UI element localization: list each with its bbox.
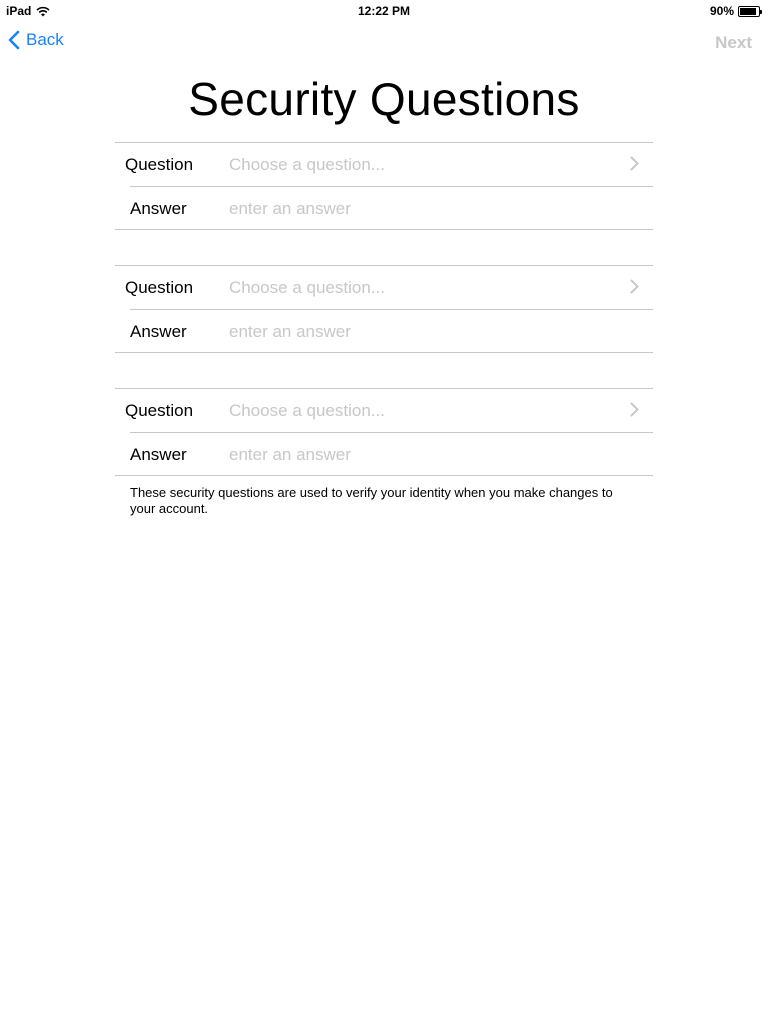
back-button[interactable]	[8, 30, 64, 50]
question-select[interactable]: Choose a question...	[229, 154, 385, 174]
answer-input[interactable]: enter an answer	[229, 198, 351, 218]
answer-input[interactable]: enter an answer	[229, 321, 351, 341]
chevron-right-icon	[630, 156, 639, 171]
page-title: Security Questions	[188, 73, 580, 125]
chevron-right-icon	[630, 402, 639, 417]
answer-input[interactable]: enter an answer	[229, 444, 351, 464]
battery-percent: 90%	[709, 4, 734, 18]
chevron-right-icon	[630, 279, 639, 294]
answer-label: Answer	[130, 444, 187, 464]
battery-icon	[738, 6, 762, 17]
footer-note: These security questions are used to verify your identity when you make changes to your account.	[130, 485, 613, 516]
answer-row-3[interactable]	[115, 433, 653, 476]
answer-row-1[interactable]	[115, 187, 653, 230]
back-button-label: Back	[26, 30, 64, 49]
question-label: Question	[125, 154, 194, 174]
answer-label: Answer	[130, 321, 187, 341]
next-button[interactable]: Next	[715, 33, 752, 52]
question-select[interactable]: Choose a question...	[229, 277, 385, 297]
answer-row-2[interactable]	[115, 310, 653, 353]
status-bar	[0, 0, 768, 20]
question-group-1	[115, 142, 653, 230]
chevron-left-icon	[8, 30, 20, 50]
answer-label: Answer	[130, 198, 187, 218]
question-group-2	[115, 265, 653, 353]
status-time: 12:22 PM	[357, 4, 411, 18]
device-name: iPad	[6, 4, 32, 18]
question-label: Question	[125, 277, 194, 297]
question-row-2[interactable]	[115, 266, 653, 309]
question-label: Question	[125, 400, 194, 420]
status-right	[710, 4, 762, 18]
question-row-1[interactable]	[115, 143, 653, 186]
question-row-3[interactable]	[115, 389, 653, 432]
question-select[interactable]: Choose a question...	[229, 400, 385, 420]
question-group-3	[115, 388, 653, 476]
